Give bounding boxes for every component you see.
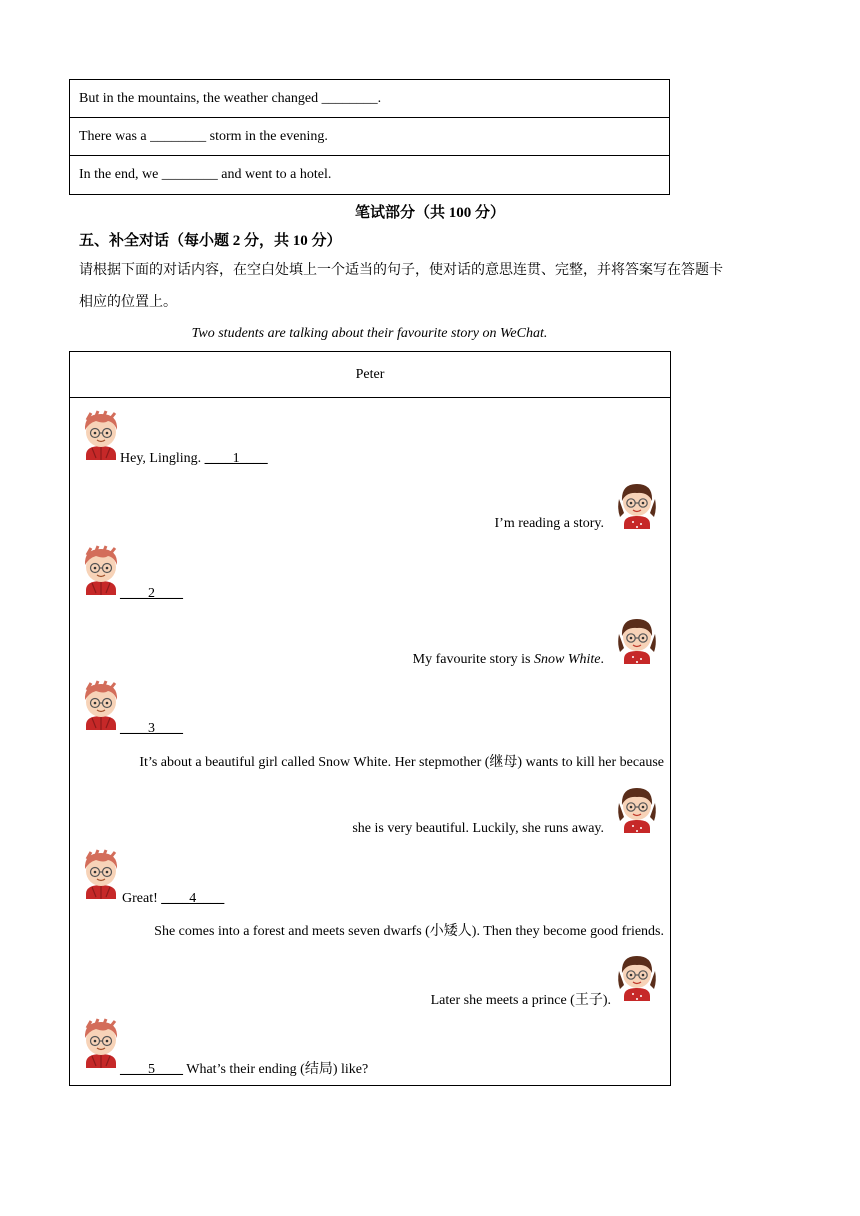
message-lingling-1: I’m reading a story.: [494, 516, 604, 531]
table-row: [70, 118, 669, 156]
table-row-text: There was a ________ storm in the evening.: [79, 128, 328, 144]
message-peter-3: [120, 721, 183, 737]
table-row: [70, 156, 669, 194]
instruction-line-2: 相应的位置上。: [79, 295, 177, 310]
message-peter-4: [122, 891, 224, 907]
message-lingling-3-line-2: she is very beautiful. Luckily, she runs away.: [352, 821, 604, 836]
dialogue-subtitle: Two students are talking about their favourite story on WeChat.: [191, 326, 548, 341]
message-lingling-3-line-1: It’s about a beautiful girl called Snow White. Her stepmother (继母) wants to kill her because: [139, 755, 664, 770]
table-row: [70, 80, 669, 118]
chat-header: Peter: [70, 352, 670, 398]
message-lingling-2: [413, 652, 604, 668]
message-text: .: [600, 652, 604, 667]
table-row-text: But in the mountains, the weather changed ________.: [79, 90, 382, 106]
girl-avatar-icon: [614, 781, 660, 833]
blank-2[interactable]: ____2____: [120, 586, 183, 601]
story-title: Snow White: [534, 652, 601, 667]
message-peter-2: [120, 586, 183, 602]
blank-3[interactable]: ____3____: [120, 721, 183, 736]
boy-avatar-icon: [78, 678, 124, 730]
message-text: Hey, Lingling.: [120, 451, 205, 466]
written-part-title: 笔试部分（共 100 分）: [354, 205, 505, 221]
boy-avatar-icon: [78, 543, 124, 595]
boy-avatar-icon: [78, 847, 124, 899]
message-lingling-4-line-1: She comes into a forest and meets seven dwarfs (小矮人). Then they become good friends.: [154, 924, 664, 939]
boy-avatar-icon: [78, 1016, 124, 1068]
boy-avatar-icon: [78, 408, 124, 460]
message-text: What’s their ending (结局) like?: [183, 1062, 369, 1077]
girl-avatar-icon: [614, 612, 660, 664]
fill-in-table: [69, 79, 670, 195]
blank-5[interactable]: ____5____: [120, 1062, 183, 1077]
message-text: Great!: [122, 891, 162, 906]
table-row-text: In the end, we ________ and went to a hotel.: [79, 167, 332, 182]
message-text: My favourite story is: [412, 652, 534, 667]
girl-avatar-icon: [614, 477, 660, 529]
section-title: 五、补全对话（每小题 2 分，共 10 分）: [79, 233, 342, 249]
message-peter-5: [120, 1058, 368, 1078]
instruction-line-1: 请根据下面的对话内容，在空白处填上一个适当的句子，使对话的意思连贯、完整，并将答案写在答题卡: [79, 263, 723, 278]
blank-4[interactable]: ____4____: [161, 891, 225, 906]
message-peter-1: [120, 451, 268, 467]
blank-1[interactable]: ____1____: [204, 451, 268, 466]
girl-avatar-icon: [614, 949, 660, 1001]
message-lingling-4-line-2: Later she meets a prince (王子).: [430, 993, 611, 1008]
